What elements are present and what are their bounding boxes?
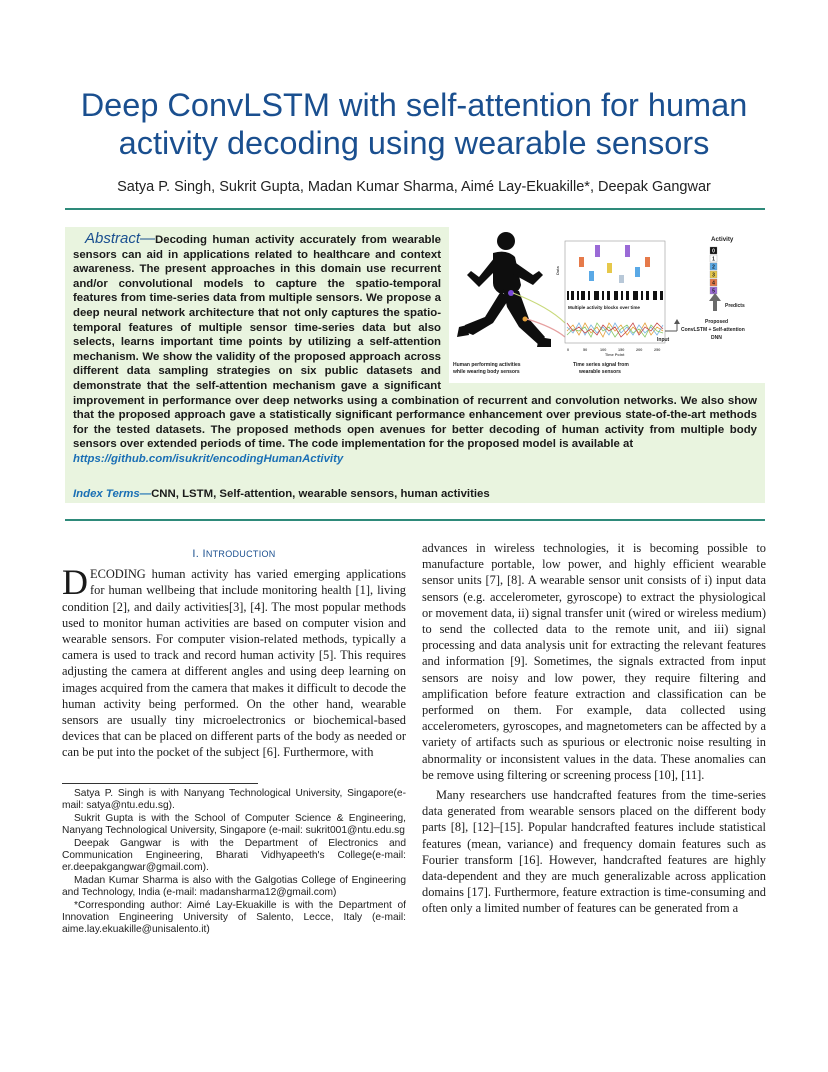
left-column bbox=[62, 540, 406, 761]
figure-svg bbox=[449, 227, 765, 383]
abstract-label: Abstract— bbox=[85, 230, 156, 247]
intro-paragraph-text: human activity has varied emerging applications for human wellbeing that include monitoring health [1], living condition [2], and daily activities[3], [4]. The most popular methods used to monitor human activities are based on computer vision and wearable sensors. For computer vision-related methods, typically a camera is used to track and record human activity [5]. This requires adjusting the camera at different angles and using deep learning on images acquired from the camera that makes it difficult to decode the human activity being performed. On the other hand, wearable sensors are usually tiny microelectronics or biochemical-based devices that can be placed on different parts of the body as needed or can be put into the pocket of the subject [6]. Furthermore, with bbox=[62, 567, 406, 760]
predicts-arrow-icon bbox=[709, 293, 721, 311]
index-terms bbox=[73, 488, 490, 500]
code-repository-link[interactable]: https://github.com/isukrit/encodingHumanActivity bbox=[73, 452, 344, 465]
activity-blocks bbox=[579, 245, 650, 283]
section-numeral: I. bbox=[192, 548, 200, 560]
paper-title: Deep ConvLSTM with self-attention for human activity decoding using wearable sensors bbox=[80, 87, 748, 161]
signal-caption: wearable sensors bbox=[579, 369, 621, 375]
footnote-divider bbox=[62, 783, 258, 784]
intro-paragraph bbox=[62, 562, 406, 760]
abstract-box bbox=[65, 227, 765, 503]
input-arrow-head bbox=[674, 319, 680, 324]
index-terms-text: CNN, LSTM, Self-attention, wearable sensors, human activities bbox=[151, 488, 490, 500]
intro-paragraph: Many researchers use handcrafted features from the time-series data generated from wearable sensors placed on the different body parts [8], [12]–[15]. Popular handcrafted features include statistical features (mean, variance) and frequency domain features such as Fourier transform [16]. However, handcrafted features are highly data-dependent and they are much generalizable across application domains [17]. Furthermore, feature extraction is time-consuming and often only a limited number of features can be generated from a bbox=[422, 788, 766, 916]
drop-cap-word: ECODING bbox=[90, 567, 146, 582]
top-divider bbox=[65, 208, 765, 210]
footnote: *Corresponding author: Aimé Lay-Ekuakille is with the Department of Innovation Engineering University of Salento, Lecce, Italy (e-mail: aime.lay.ekuakille@unisalento.it) bbox=[62, 899, 406, 936]
proposed-dnn-label: DNN bbox=[711, 335, 722, 341]
predicts-label: Predicts bbox=[725, 303, 745, 309]
footnote: Madan Kumar Sharma is also with the Galgotias College of Engineering and Technology, India (e-mail: madansharma12@gmail.com) bbox=[62, 874, 406, 899]
human-caption: Human performing activities bbox=[453, 362, 521, 368]
right-column bbox=[422, 540, 766, 917]
activity-barcode bbox=[567, 291, 663, 300]
activity-legend-number: 3 bbox=[712, 272, 715, 279]
proposed-label: Proposed bbox=[705, 319, 729, 325]
section-heading-introduction bbox=[62, 546, 406, 562]
activity-legend-number: 0 bbox=[712, 248, 715, 255]
abstract-body bbox=[73, 232, 757, 467]
bottom-divider bbox=[65, 519, 765, 521]
activity-legend-number: 5 bbox=[712, 288, 715, 295]
input-label: Input bbox=[657, 337, 670, 343]
footnote: Satya P. Singh is with Nanyang Technological University, Singapore(e-mail: satya@ntu.edu.sg). bbox=[62, 788, 406, 812]
activity-legend-number: 2 bbox=[712, 264, 715, 271]
x-tick-label: 200 bbox=[636, 348, 643, 352]
graphical-abstract-figure bbox=[449, 227, 765, 383]
drop-cap: D bbox=[62, 562, 88, 603]
signal-caption: Time series signal from bbox=[573, 362, 629, 368]
footnotes bbox=[62, 788, 406, 937]
author-list: Satya P. Singh, Sukrit Gupta, Madan Kumar Sharma, Aimé Lay-Ekuakille*, Deepak Gangwar bbox=[117, 179, 711, 195]
abstract-text: Decoding human activity accurately from wearable sensors can aid in applications related to healthcare and context awareness. The present approaches in this domain use recurrent and/or convolutional models to capture the spatio-temporal features from time-series data from multiple sensors. We propose a deep neural network architecture that not only captures the spatio-temporal features of multiple sensor time-series data but also selects, learns important time points by utilizing a self-attention mechanism. We show the validity of the proposed approach across different data sampling strategies on six public datasets and demonstrate that the self-attention mechanism gave a significant improvement in performance over deep networks using a combination of recurrent and convolution networks. We also show that the proposed approach gave a statistically significant performance enhancement over previous state-of-the-art methods for the tested datasets. The proposed methods open avenues for better decoding of human activity from multiple body sensors over extended periods of time. The code implementation for the proposed model is available at bbox=[73, 234, 757, 451]
footnote: Sukrit Gupta is with the School of Computer Science & Engineering, Nanyang Technological University, Singapore (e-mail: sukrit001@ntu.edu.sg bbox=[62, 812, 406, 837]
intro-paragraph-continued: advances in wireless technologies, it is becoming possible to manufacture portable, low power, and highly efficient wearable sensor units [7], [8]. A wearable sensor unit consists of i) input data sensors (e.g. accelerometer, gyroscope) to extract the physiological or movement data, ii) signal transfer unit (wired or wireless medium) to send the collected data to the remote unit, and iii) signal processing and data analysis unit for extracting the relevant features and information [9]. Sometimes, the signals extracted from input sensors are noisy and low power, they require filtering and amplification before feature extraction and classification can be performed on them. For example, data collected using accelerometers, gyroscopes, and magnetometers can be affected by a variety of artifacts such as spurious or electronic noise resulting in abnormality or inconsistent values in the data. These anomalies can be remove using filtering or screening process [10], [11]. bbox=[422, 541, 766, 782]
proposed-model-label: ConvLSTM + Self-attention bbox=[681, 327, 745, 333]
time-series-signals bbox=[567, 323, 663, 337]
section-title-initial: I bbox=[202, 548, 206, 560]
activity-legend-number: 1 bbox=[712, 256, 715, 263]
x-tick-label: 150 bbox=[618, 348, 625, 352]
footnote: Deepak Gangwar is with the Department of Electronics and Communication Engineering, Bharati Vidhyapeeth's College(e-mail: er.deepakgangwar@gmail.com). bbox=[62, 837, 406, 874]
activity-legend-number: 4 bbox=[712, 280, 715, 287]
x-tick-label: 0 bbox=[567, 348, 570, 352]
y-axis-label: Data bbox=[555, 266, 560, 275]
activity-legend-title: Activity bbox=[711, 236, 734, 243]
human-caption: while wearing body sensors bbox=[453, 369, 520, 375]
blocks-label: Multiple activity blocks over time bbox=[568, 305, 640, 310]
runner-icon bbox=[457, 232, 551, 347]
sensor-dot bbox=[523, 317, 528, 322]
x-axis-label: Time Point bbox=[605, 353, 625, 357]
section-title-rest: NTRODUCTION bbox=[205, 549, 276, 559]
x-tick-label: 100 bbox=[600, 348, 607, 352]
x-tick-label: 50 bbox=[583, 348, 588, 352]
activity-legend bbox=[710, 247, 717, 295]
index-terms-label: Index Terms— bbox=[73, 488, 152, 500]
x-tick-label: 250 bbox=[654, 348, 661, 352]
